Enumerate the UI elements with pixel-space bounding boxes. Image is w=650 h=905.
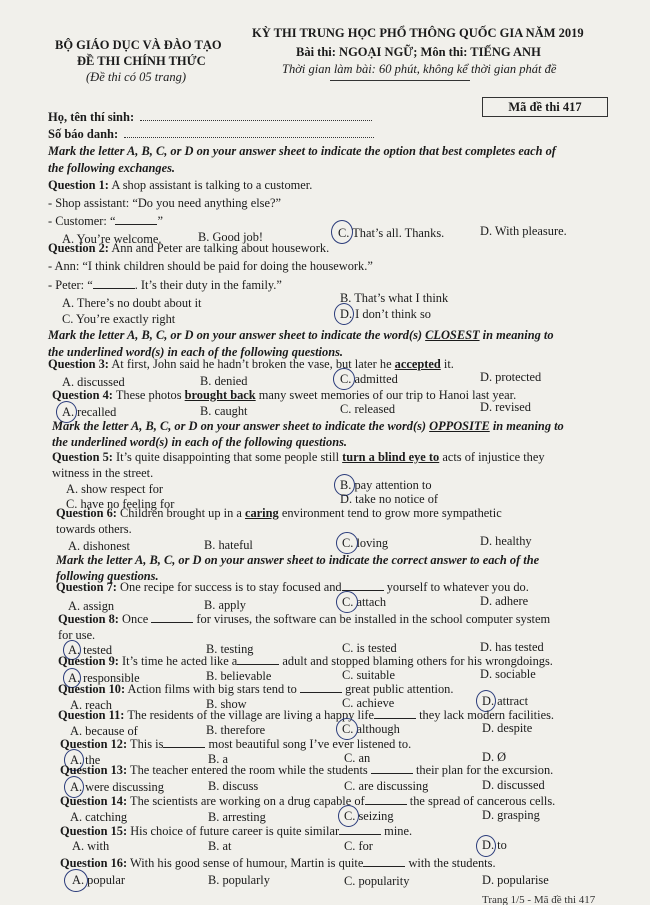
q4-option-a[interactable]: A. recalled <box>62 405 117 419</box>
question-14: Question 14: The scientists are working on a drug capable of the spread of cancerous cells. <box>60 794 556 808</box>
question-8: Question 8: Once for viruses, the software can be installed in the school computer system <box>58 612 551 626</box>
q11-option-c[interactable]: C. although <box>342 722 400 736</box>
question-6: Question 6: Children brought up in a caring environment tend to grow more sympathetic <box>56 506 502 520</box>
q13-option-c[interactable]: C. are discussing <box>344 779 429 793</box>
q8-option-c[interactable]: C. is tested <box>342 641 397 655</box>
question-15: Question 15: His choice of future career is quite similar mine. <box>60 824 413 838</box>
q1-answer-circle <box>331 220 353 244</box>
q9-option-b[interactable]: B. believable <box>206 669 272 683</box>
header-rule <box>330 80 470 81</box>
q3-option-b[interactable]: B. denied <box>200 374 248 388</box>
q7-option-c[interactable]: C. attach <box>342 595 387 609</box>
q13-option-a[interactable]: A. were discussing <box>70 780 164 794</box>
question-9: Question 9: It’s time he acted like a adult and stopped blaming others for his wrongdoings. <box>58 654 553 668</box>
q13-option-d[interactable]: D. discussed <box>482 778 545 792</box>
id-label: Số báo danh: <box>48 127 374 141</box>
q10-option-b[interactable]: B. show <box>206 697 247 711</box>
q5-option-d[interactable]: D. take no notice of <box>340 492 439 506</box>
question-11: Question 11: The residents of the village are living a happy life they lack modern facilities. <box>58 708 554 722</box>
q16-option-a[interactable]: A. popular <box>72 873 125 887</box>
q13-option-b[interactable]: B. discuss <box>208 779 259 793</box>
q3-option-d[interactable]: D. protected <box>480 370 542 384</box>
q4-option-b[interactable]: B. caught <box>200 404 248 418</box>
q11-option-a[interactable]: A. because of <box>70 724 138 738</box>
q1-option-b[interactable]: B. Good job! <box>198 230 264 244</box>
q2-option-c[interactable]: C. You’re exactly right <box>62 312 176 326</box>
q2-option-d[interactable]: D. I don’t think so <box>340 307 431 321</box>
q8-option-a[interactable]: A. tested <box>68 643 113 657</box>
q1-line2: - Shop assistant: “Do you need anything else?” <box>48 196 281 210</box>
q6-answer-circle <box>336 532 358 554</box>
q5-option-b[interactable]: B. pay attention to <box>340 478 432 492</box>
q10-option-a[interactable]: A. reach <box>70 698 112 712</box>
q14-option-d[interactable]: D. grasping <box>482 808 540 822</box>
q15-answer-circle <box>476 835 496 857</box>
question-12: Question 12: This is most beautiful song I’ve ever listened to. <box>60 737 412 751</box>
direction-3a: Mark the letter A, B, C, or D on your answer sheet to indicate the word(s) OPPOSITE in meaning to <box>52 419 564 433</box>
q7-option-b[interactable]: B. apply <box>204 598 246 612</box>
q2-option-a[interactable]: A. There’s no doubt about it <box>62 296 202 310</box>
question-4: Question 4: These photos brought back many sweet memories of our trip to Hanoi last year. <box>52 388 517 402</box>
q12-option-b[interactable]: B. a <box>208 752 228 766</box>
question-2: Question 2: Ann and Peter are talking about housework. <box>48 241 330 255</box>
q14-option-b[interactable]: B. arresting <box>208 810 266 824</box>
q8-line2: for use. <box>58 628 96 642</box>
q3-option-a[interactable]: A. discussed <box>62 375 125 389</box>
q7-option-d[interactable]: D. adhere <box>480 594 529 608</box>
q4-option-d[interactable]: D. revised <box>480 400 531 414</box>
q12-option-c[interactable]: C. an <box>344 751 371 765</box>
direction-3b: the underlined word(s) in each of the following questions. <box>52 435 348 449</box>
q1-option-c[interactable]: C. That’s all. Thanks. <box>338 226 445 240</box>
direction-1b: the following exchanges. <box>48 161 176 175</box>
q1-option-d[interactable]: D. With pleasure. <box>480 224 567 238</box>
q9-option-c[interactable]: C. suitable <box>342 668 395 682</box>
question-10: Question 10: Action films with big stars tend to great public attention. <box>58 682 454 696</box>
q5-line2: witness in the street. <box>52 466 154 480</box>
question-13: Question 13: The teacher entered the room while the students their plan for the excursion. <box>60 763 554 777</box>
q15-option-b[interactable]: B. at <box>208 839 232 853</box>
q10-option-d[interactable]: D. attract <box>482 694 529 708</box>
q2-line2: - Ann: “I think children should be paid for doing the housework.” <box>48 259 373 273</box>
q6-line2: towards others. <box>56 522 132 536</box>
q1-line3: - Customer: “ ” <box>48 214 163 228</box>
subject-line: Bài thi: NGOẠI NGỮ; Môn thi: TIẾNG ANH <box>296 45 541 59</box>
q16-option-d[interactable]: D. popularise <box>482 873 549 887</box>
q12-option-a[interactable]: A. the <box>70 753 101 767</box>
page-count: (Đề thi có 05 trang) <box>86 70 186 84</box>
q3-option-c[interactable]: C. admitted <box>340 372 398 386</box>
question-3: Question 3: At first, John said he hadn’t broken the vase, but later he accepted it. <box>48 357 454 371</box>
q15-option-c[interactable]: C. for <box>344 839 373 853</box>
q1-option-a[interactable]: A. You’re welcome. <box>62 232 162 246</box>
question-1: Question 1: A shop assistant is talking to a customer. <box>48 178 313 192</box>
q6-option-b[interactable]: B. hateful <box>204 538 253 552</box>
q11-option-b[interactable]: B. therefore <box>206 723 266 737</box>
direction-2a: Mark the letter A, B, C, or D on your answer sheet to indicate the word(s) CLOSEST in meaning to <box>48 328 554 342</box>
q14-option-a[interactable]: A. catching <box>70 810 128 824</box>
q6-option-d[interactable]: D. healthy <box>480 534 532 548</box>
q15-option-d[interactable]: D. to <box>482 838 507 852</box>
q4-option-c[interactable]: C. released <box>340 402 396 416</box>
q5-option-a[interactable]: A. show respect for <box>66 482 164 496</box>
exam-title: KỲ THI TRUNG HỌC PHỔ THÔNG QUỐC GIA NĂM 2019 <box>252 26 584 40</box>
q16-answer-circle <box>64 869 88 892</box>
q6-option-a[interactable]: A. dishonest <box>68 539 130 553</box>
name-label: Họ, tên thí sinh: <box>48 110 372 124</box>
direction-2b: the underlined word(s) in each of the following questions. <box>48 345 344 359</box>
direction-4a: Mark the letter A, B, C, or D on your answer sheet to indicate the correct answer to each of the <box>56 553 540 567</box>
direction-4b: following questions. <box>56 569 159 583</box>
q2-option-b[interactable]: B. That’s what I think <box>340 291 449 305</box>
exam-code-box: Mã đề thi 417 <box>482 97 608 117</box>
q5-option-c[interactable]: C. have no feeling for <box>66 497 175 511</box>
q15-option-a[interactable]: A. with <box>72 839 110 853</box>
q3-answer-circle <box>333 368 355 390</box>
question-16: Question 16: With his good sense of humour, Martin is quite with the students. <box>60 856 496 870</box>
time-line: Thời gian làm bài: 60 phút, không kể thời gian phát đề <box>282 62 557 76</box>
official-label: ĐỀ THI CHÍNH THỨC <box>77 54 206 68</box>
q2-line3: - Peter: “ . It’s their duty in the family.” <box>48 278 282 292</box>
q14-option-c[interactable]: C. seizing <box>344 809 394 823</box>
q7-answer-circle <box>336 591 358 613</box>
q2-answer-circle <box>334 303 354 325</box>
q8-option-b[interactable]: B. testing <box>206 642 254 656</box>
q12-option-d[interactable]: D. Ø <box>482 750 507 764</box>
q9-option-d[interactable]: D. sociable <box>480 667 536 681</box>
q16-option-c[interactable]: C. popularity <box>344 874 410 888</box>
q7-option-a[interactable]: A. assign <box>68 599 115 613</box>
q16-option-b[interactable]: B. popularly <box>208 873 270 887</box>
direction-1a: Mark the letter A, B, C, or D on your answer sheet to indicate the option that best completes each of <box>48 144 556 158</box>
q6-option-c[interactable]: C. loving <box>342 536 389 550</box>
q11-option-d[interactable]: D. despite <box>482 721 533 735</box>
q8-option-d[interactable]: D. has tested <box>480 640 544 654</box>
question-7: Question 7: One recipe for success is to stay focused and yourself to whatever you do. <box>56 580 529 594</box>
q10-option-c[interactable]: C. achieve <box>342 696 395 710</box>
ministry-name: BỘ GIÁO DỤC VÀ ĐÀO TẠO <box>55 38 222 52</box>
question-5: Question 5: It’s quite disappointing that some people still turn a blind eye to acts of injustice they <box>52 450 545 464</box>
q9-option-a[interactable]: A. responsible <box>68 671 140 685</box>
page-footer: Trang 1/5 - Mã đề thi 417 <box>482 894 596 905</box>
